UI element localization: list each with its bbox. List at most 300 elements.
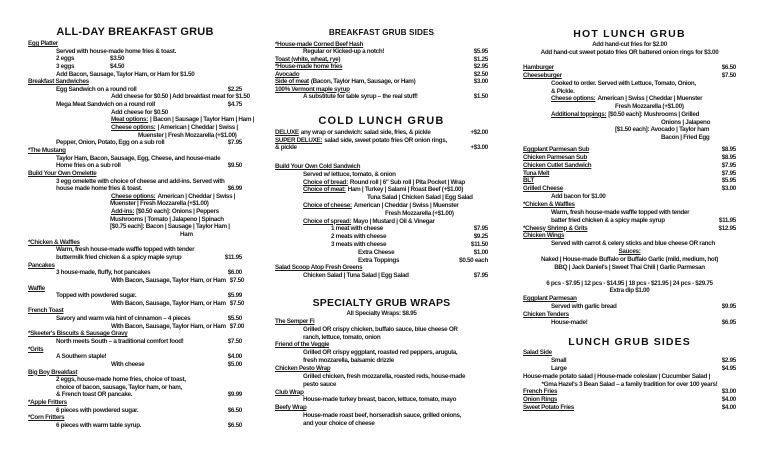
- item-price: $9.99: [227, 391, 242, 399]
- menu-line: [28, 276, 245, 285]
- menu-line: [523, 103, 736, 111]
- menu-item-heading: [275, 56, 488, 64]
- option-label: Cheese options:: [111, 192, 156, 200]
- menu-line: [523, 280, 736, 288]
- menu-line: [28, 162, 242, 170]
- item-text: Tuna Salad | Chicken Salad | Egg Salad: [367, 194, 473, 202]
- menu-line: [523, 217, 736, 225]
- menu-line: [28, 71, 242, 79]
- menu-item-heading: [523, 404, 736, 412]
- menu-line: [28, 246, 242, 254]
- item-text: *House-made Corned Beef Hash: [275, 40, 364, 48]
- item-price: $4.00: [227, 353, 242, 361]
- menu-line: [523, 119, 736, 127]
- line-text: [56, 185, 142, 193]
- line-text: [275, 264, 362, 272]
- line-text: [303, 93, 418, 101]
- menu-line: [275, 349, 488, 357]
- line-text: [275, 144, 297, 152]
- item-text: Onion Rings: [523, 396, 558, 404]
- menu-line: [28, 376, 242, 384]
- item-text: Cheeseburger: [523, 72, 562, 79]
- line-text: [523, 295, 577, 303]
- item-text: (Bacon, Taylor Ham, Sausage, or Ham): [310, 78, 416, 85]
- menu-item-heading: [523, 232, 736, 240]
- item-text: Grilled chicken, fresh mozzarella, roasted reds, house-made: [303, 372, 466, 380]
- item-text: Cooked to order. Served with Lettuce, Tomato, Onion,: [551, 79, 696, 87]
- menu-line: [523, 248, 736, 256]
- line-text: [523, 146, 589, 154]
- menu-line: [28, 132, 242, 140]
- section-l1: [28, 40, 255, 430]
- item-text: Chicken Tenders: [523, 311, 569, 319]
- menu-line: [523, 209, 736, 217]
- line-text: [303, 179, 465, 187]
- item-text: Chicken Cutlet Sandwich: [523, 161, 592, 169]
- item-text: Add Bacon, Sausage, Taylor Ham, or Ham for $1.50: [56, 70, 195, 78]
- line-text: [111, 193, 235, 201]
- item-text: Avocado: [275, 70, 300, 78]
- item-text: [$0.50 each]: Onions | Peppers: [136, 208, 219, 216]
- line-text: [523, 311, 569, 319]
- line-text: [275, 341, 329, 349]
- line-text: [661, 119, 710, 127]
- item-text: pesto sauce: [303, 380, 337, 388]
- item-text: 2 eggs: [56, 55, 75, 63]
- line-text: [275, 71, 299, 79]
- option-label: Side of meat: [275, 78, 309, 85]
- menu-line: [28, 116, 255, 124]
- item-text: Topped with powdered sugar.: [56, 292, 137, 300]
- item-text: Mayo | Mustard | Oil & Vinegar: [353, 217, 435, 225]
- item-text: 3 house-made, fluffy, hot pancakes: [56, 269, 151, 277]
- line-text: [56, 48, 176, 56]
- item-text: Beefy Wrap: [275, 404, 307, 412]
- item-price: $11.95: [718, 216, 736, 224]
- line-text: [541, 256, 718, 264]
- line-text: [303, 412, 461, 420]
- item-text: American | Cheddar | Swiss | Muenster: [353, 201, 459, 209]
- line-text: [28, 239, 80, 247]
- line-text: [56, 246, 194, 254]
- item-price: $7.95: [473, 272, 488, 280]
- item-price: $7.95: [473, 225, 488, 233]
- item-price: $9.50: [227, 162, 242, 170]
- item-price: $2.95: [473, 63, 488, 70]
- section-m2: [275, 129, 488, 152]
- menu-item-heading: [523, 146, 736, 154]
- line-text: [56, 269, 150, 277]
- item-text: French Toast: [28, 307, 64, 315]
- item-text: Ham | Turkey | Salami | Roast Beef (+$1.00): [347, 186, 464, 194]
- item-text: House-made potato salad | House-made coleslaw | Cucumber Salad |: [523, 372, 710, 380]
- section-m1: [275, 41, 488, 101]
- item-text: *Skeeter's Biscuits & Sausage Gravy: [28, 330, 128, 338]
- menu-item-heading: [523, 225, 736, 233]
- section-title-specialty-grub-wraps: SPECIALTY GRUB WRAPS: [312, 297, 451, 309]
- item-price: $5.95: [721, 177, 736, 185]
- line-text: [303, 334, 380, 342]
- item-price: $5.50: [227, 315, 242, 323]
- line-text: [56, 292, 136, 300]
- line-text: [111, 323, 226, 331]
- item-text: Friend of the Veggie: [275, 341, 330, 349]
- item-text: 6 pieces with warm table syrup.: [56, 422, 142, 430]
- option-label: Choice of cheese:: [303, 201, 352, 209]
- line-text: [303, 186, 463, 194]
- item-text: Served w/ lettuce, tomato, & onion: [303, 170, 396, 178]
- menu-item-heading: [28, 369, 242, 377]
- item-text: house made home fries & toast.: [56, 185, 143, 193]
- item-text: any wrap or sandwich: salad side, fries, & pickle: [300, 129, 431, 136]
- item-text: Chicken Salad | Tuna Salad | Egg Salad: [303, 272, 409, 280]
- menu-item-heading: [275, 63, 488, 71]
- line-text: [56, 55, 74, 63]
- menu-line: [275, 412, 488, 420]
- line-text: [111, 93, 250, 101]
- item-text: Bacon | Fried Egg: [661, 134, 710, 141]
- menu-line: [28, 63, 242, 71]
- line-text: [551, 217, 665, 225]
- item-text: Add hand-cut fries for $2.00: [592, 41, 667, 48]
- line-text: [551, 193, 605, 201]
- item-text: choice of bacon, sausage, Taylor ham, or ham,: [56, 383, 183, 391]
- item-price: $4.75: [227, 101, 242, 109]
- menu-line: [523, 264, 736, 272]
- menu-line: [275, 249, 488, 257]
- item-text: Mushrooms | Tomato | Jalapeno | Spinach: [110, 215, 224, 223]
- item-text: Egg Platter: [28, 40, 58, 47]
- item-text: Salad Scoop Atop Fresh Greens: [275, 264, 363, 272]
- line-text: [551, 319, 588, 327]
- item-price: $5.00: [227, 360, 242, 368]
- line-text: [28, 78, 89, 86]
- section-title-hot-lunch-grub: HOT LUNCH GRUB: [573, 28, 686, 40]
- item-text: Warm, fresh house-made waffle topped with tender: [551, 208, 690, 216]
- menu-item-heading: [275, 78, 488, 86]
- line-text: [275, 389, 304, 397]
- item-text: Toast (white, wheat, rye): [275, 55, 341, 63]
- menu-line: [275, 396, 488, 404]
- line-text: [111, 361, 144, 369]
- item-price: $5.95: [473, 48, 488, 55]
- line-text: [56, 353, 106, 361]
- item-price: $3.50: [110, 55, 125, 63]
- item-price: $2.50: [473, 70, 488, 78]
- menu-line: [28, 178, 242, 186]
- item-text: 100% Vermont maple syrup: [275, 85, 350, 93]
- line-text: [615, 126, 709, 134]
- menu-line: [275, 93, 488, 101]
- line-text: [56, 178, 225, 186]
- line-text: [138, 132, 237, 140]
- menu-item-heading: [523, 388, 736, 396]
- item-price: +$3.00: [470, 144, 488, 152]
- line-text: [542, 381, 718, 389]
- line-text: [546, 280, 713, 288]
- menu-line: [28, 361, 242, 369]
- item-text: buttermilk fried chicken & a spicy maple syrup: [56, 253, 182, 261]
- spacer: [523, 272, 736, 280]
- line-text: [275, 129, 431, 137]
- option-label: SUPER DELUXE:: [275, 136, 323, 144]
- item-price: $0.50 each: [459, 256, 488, 264]
- item-price: $1.00: [473, 248, 488, 256]
- item-text: *Gma Hazel's 3 Bean Salad – a family tradition for over 100 years!: [541, 380, 718, 388]
- line-text: [303, 357, 394, 365]
- line-text: [618, 248, 640, 256]
- line-text: [275, 41, 363, 49]
- menu-line: [523, 319, 736, 327]
- item-price: $2.95: [721, 356, 736, 364]
- line-text: [110, 223, 230, 231]
- line-text: [303, 396, 456, 404]
- menu-line: [275, 225, 488, 233]
- item-text: Build Your Own Cold Sandwich: [275, 163, 361, 170]
- menu-line: [275, 48, 488, 56]
- menu-item-heading: [275, 144, 488, 152]
- item-text: *House-made home fries: [275, 63, 343, 70]
- line-text: [303, 381, 336, 389]
- line-text: [331, 225, 383, 233]
- item-price: $7.95: [721, 169, 736, 177]
- line-text: [523, 225, 587, 233]
- menu-item-heading: [28, 285, 242, 293]
- item-text: | Bacon | Sausage | Taylor Ham | Ham |: [150, 116, 255, 124]
- menu-line: [523, 49, 736, 57]
- item-text: & Pickle.: [551, 87, 575, 95]
- item-text: Chicken Wings: [523, 232, 565, 240]
- line-text: [56, 384, 182, 392]
- line-text: [523, 388, 557, 396]
- item-price: $6.50: [721, 64, 736, 72]
- item-price: $4.00: [721, 396, 736, 404]
- item-text: 1 meat with cheese: [331, 225, 383, 233]
- menu-line: [275, 233, 488, 241]
- menu-line: [28, 353, 242, 361]
- line-text: [275, 137, 447, 145]
- line-text: [303, 218, 435, 226]
- item-text: Add cheese for $0.50 | Add breakfast meat for $1.50: [111, 93, 250, 101]
- item-price: $1.25: [473, 55, 488, 63]
- line-text: [551, 111, 699, 119]
- menu-item-heading: [275, 318, 488, 326]
- item-text: & French toast OR pancake.: [56, 391, 133, 399]
- item-text: Grilled Cheese: [523, 185, 563, 193]
- line-text: [56, 101, 155, 109]
- item-price: $11.95: [224, 253, 242, 261]
- line-text: [111, 208, 219, 216]
- menu-line: [28, 185, 242, 193]
- menu-line: [523, 80, 736, 88]
- menu-line: [28, 55, 242, 63]
- item-text: Mega Meat Sandwich on a round roll: [56, 101, 155, 109]
- option-label: Meat options:: [111, 116, 149, 124]
- item-text: Large: [551, 364, 567, 372]
- item-text: *The Mustang: [28, 146, 66, 154]
- item-text: *Chicken & Waffles: [523, 201, 575, 209]
- menu-line: [28, 208, 242, 216]
- menu-line: [275, 179, 488, 187]
- line-text: [111, 124, 238, 132]
- menu-line: [28, 391, 242, 399]
- line-text: [111, 116, 254, 124]
- line-text: [275, 86, 350, 94]
- menu-line: [28, 315, 242, 323]
- item-text: & pickle: [275, 144, 297, 152]
- item-text: The Semper Fi: [275, 317, 315, 325]
- line-text: [303, 202, 459, 210]
- item-price: $6.50: [227, 422, 242, 430]
- menu-line: [523, 381, 736, 389]
- line-text: [358, 249, 394, 257]
- line-text: [551, 303, 617, 311]
- section-r1: [523, 41, 736, 142]
- menu-line: [28, 254, 242, 262]
- item-price: $7.50: [721, 72, 736, 79]
- item-text: *Cheesy Shrimp & Grits: [523, 224, 588, 232]
- item-text: Salad Side: [523, 349, 552, 356]
- item-price: $6.50: [227, 406, 242, 414]
- item-text: *Chicken & Waffles: [28, 238, 80, 246]
- line-text: [275, 56, 340, 64]
- item-text: A substitute for table syrup – the real stuff!: [303, 93, 418, 100]
- line-text: [275, 78, 415, 86]
- line-text: [523, 64, 554, 72]
- item-text: All Specialty Wraps: $8.95: [346, 310, 417, 317]
- menu-item-heading: [28, 239, 242, 247]
- item-text: Taylor Ham, Bacon, Sausage, Egg, Cheese, and house-made: [56, 154, 221, 162]
- item-price: $9.95: [721, 303, 736, 311]
- line-text: [110, 200, 209, 208]
- line-text: [275, 318, 315, 326]
- menu-item-heading: [523, 396, 736, 404]
- item-text: Fresh Mozzarella (+$1.00): [385, 209, 454, 217]
- item-text: House-made roast beef, horseradish sauce, grilled onions,: [303, 412, 462, 420]
- item-text: [$0.50 each]: Mushrooms | Grilled: [608, 110, 700, 118]
- item-text: *Apple Fritters: [28, 399, 67, 407]
- menu-line: [275, 257, 488, 265]
- option-label: Cheese options:: [551, 95, 596, 103]
- line-text: [28, 262, 55, 270]
- menu-line: [523, 193, 736, 201]
- menu-item-heading: [523, 162, 736, 170]
- menu-line: [28, 223, 242, 231]
- item-text: North meets South – a traditional comfort food!: [56, 337, 184, 345]
- section-title-cold-lunch-grub: COLD LUNCH GRUB: [318, 115, 445, 127]
- line-text: [551, 95, 702, 103]
- item-text: Naked | House-made Buffalo or Buffalo Garlic (mild, medium, hot): [540, 256, 719, 264]
- item-text: Extra Toppings: [358, 256, 400, 264]
- item-text: Ham: [180, 231, 193, 239]
- item-text: Eggplant Parmesan Sub: [523, 146, 590, 153]
- menu-line: [28, 322, 245, 331]
- menu-item-heading: [275, 129, 488, 137]
- item-text: Club Wrap: [275, 388, 304, 396]
- item-text: 3 meats with cheese: [331, 240, 387, 248]
- menu-item-heading: [523, 185, 736, 193]
- item-text: Extra Cheese: [358, 248, 395, 256]
- item-text: Served with house-made home fries & toast.: [56, 47, 177, 55]
- menu-item-heading: [275, 71, 488, 79]
- line-text: [303, 272, 409, 280]
- item-text: American | Swiss | Cheddar | Muenster: [597, 95, 703, 103]
- item-text: House-made!: [551, 318, 588, 326]
- line-text: [56, 376, 186, 384]
- line-text: [111, 277, 226, 285]
- item-price: $4.95: [721, 364, 736, 372]
- menu-item-heading: [523, 177, 736, 185]
- section-title-all-day-breakfast-grub: ALL-DAY BREAKFAST GRUB: [56, 26, 214, 38]
- menu-line: [275, 373, 488, 381]
- item-text: 6 pcs - $7.95 | 12 pcs - $14.95 | 18 pcs - $21.95 | 24 pcs - $29.75: [546, 279, 713, 287]
- menu-line: [523, 88, 736, 96]
- line-text: [385, 210, 454, 218]
- item-price: $7.95: [227, 139, 242, 147]
- line-text: [554, 264, 705, 272]
- menu-item-heading: [523, 170, 736, 178]
- line-text: [303, 373, 465, 381]
- item-text: Breakfast Sandwiches: [28, 78, 89, 86]
- item-price: $5.99: [227, 292, 242, 300]
- line-text: [523, 72, 562, 80]
- menu-item-heading: [28, 330, 242, 338]
- line-text: [523, 232, 564, 240]
- menu-item-heading: [28, 307, 242, 315]
- line-text: [28, 330, 128, 338]
- line-text: [275, 404, 307, 412]
- item-price: $6.95: [721, 318, 736, 326]
- item-text: A Southern staple!: [56, 353, 107, 361]
- line-text: [523, 162, 591, 170]
- item-text: 6 pieces with powdered sugar.: [56, 406, 139, 414]
- option-label: Cheese options:: [111, 124, 156, 132]
- section-r2: [523, 146, 736, 327]
- line-text: [56, 71, 194, 79]
- item-price: $7.50: [229, 276, 245, 284]
- line-text: [56, 391, 132, 399]
- menu-item-heading: [523, 373, 736, 381]
- item-text: Extra dip $1.00: [609, 287, 650, 295]
- item-text: 3 eggs: [56, 62, 75, 70]
- line-text: [661, 134, 709, 142]
- menu-line: [28, 101, 242, 109]
- line-text: [303, 349, 457, 357]
- menu-item-heading: [275, 389, 488, 397]
- menu-line: [275, 357, 488, 365]
- menu-line: [28, 139, 242, 147]
- item-text: Savory and warm w/a hint of cinnamon – 4 pieces: [56, 315, 191, 323]
- line-text: [523, 404, 574, 412]
- menu-line: [275, 334, 488, 342]
- item-price: $12.95: [718, 224, 736, 232]
- item-text: *Grits: [28, 345, 44, 353]
- menu-line: [28, 269, 242, 277]
- line-text: [615, 103, 684, 111]
- item-text: Tuna Melt: [523, 169, 550, 177]
- item-text: Muenster | Fresh Mozzarella (+$1.00): [138, 131, 237, 139]
- line-text: [523, 185, 563, 193]
- menu-line: [28, 124, 242, 132]
- spacer: [523, 57, 736, 65]
- menu-line: [275, 218, 488, 226]
- line-text: [28, 40, 58, 48]
- item-text: Grilled OR crispy chicken, buffalo sauce, blue cheese OR: [303, 325, 458, 333]
- section-title-breakfast-grub-sides: BREAKFAST GRUB SIDES: [328, 28, 435, 37]
- line-text: [523, 373, 710, 381]
- item-price: $6.00: [227, 269, 242, 277]
- item-text: 3 egg omelette with choice of cheese and add-ins. Served with: [56, 177, 225, 185]
